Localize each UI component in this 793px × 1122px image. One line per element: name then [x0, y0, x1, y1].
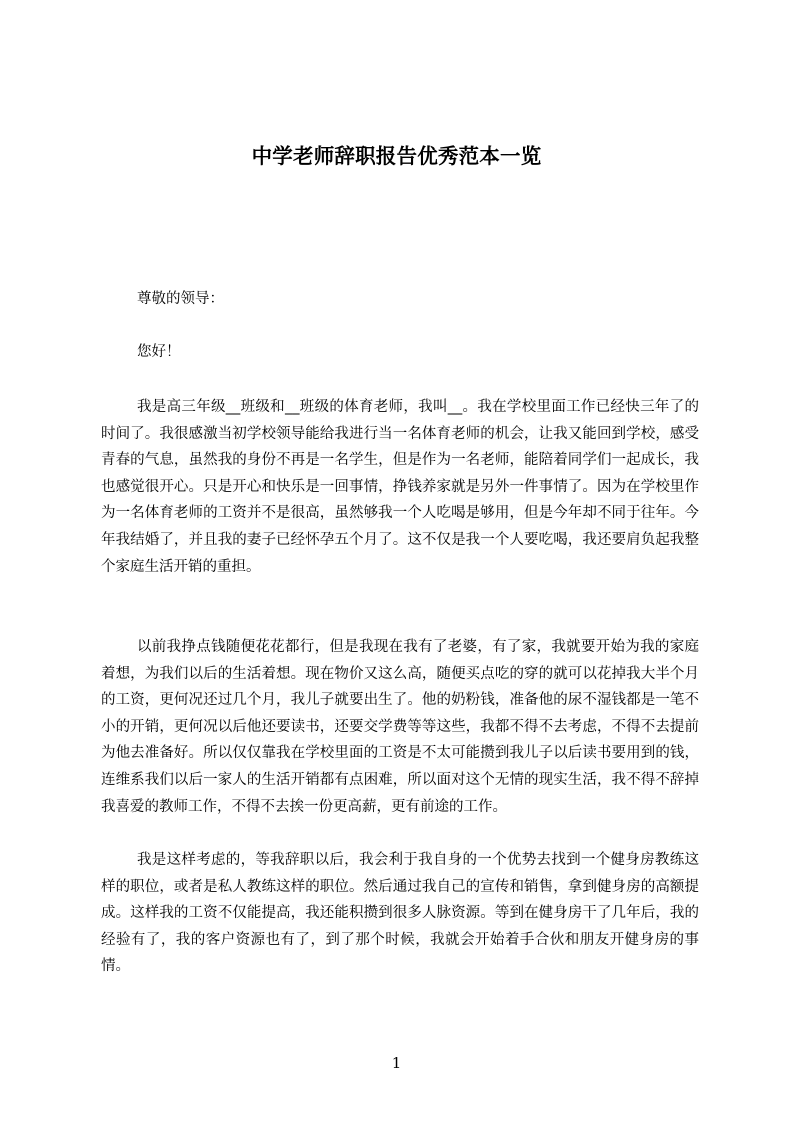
body-paragraph-1: 我是高三年级__班级和__班级的体育老师，我叫__。我在学校里面工作已经快三年了的时间了。我很感激当初学校领导能给我进行当一名体育老师的机会，让我又能回到学校，感受青春的气息，虽然我的身份不再是一名学生，但是作为一名老师，能陪着同学们一起成长，我也感觉很开心。只是开心和快乐是一回事情，挣钱养家就是另外一件事情了。因为在学校里作为一名体育老师的工资并不是很高，虽然够我一个人吃喝是够用，但是今年却不同于往年。今年我结婚了，并且我的妻子已经怀孕五个月了。这不仅是我一个人要吃喝，我还要肩负起我整个家庭生活开销的重担。 [101, 399, 699, 575]
body-paragraph-2: 以前我挣点钱随便花花都行，但是我现在我有了老婆，有了家，我就要开始为我的家庭着想，为我们以后的生活着想。现在物价又这么高，随便买点吃的穿的就可以花掉我大半个月的工资，更何况还过几个月，我儿子就要出生了。他的奶粉钱，准备他的尿不湿钱都是一笔不小的开销，更何况以后他还要读书，还要交学费等等这些，我都不得不去考虑，不得不去提前为他去准备好。所以仅仅靠我在学校里面的工资是不太可能攒到我儿子以后读书要用到的钱，连维系我们以后一家人的生活开销都有点困难，所以面对这个无情的现实生活，我不得不辞掉我喜爱的教师工作，不得不去挨一份更高薪，更有前途的工作。 [101, 639, 699, 815]
document-title: 中学老师辞职报告优秀范本一览 [251, 144, 542, 168]
body-paragraph-3: 我是这样考虑的，等我辞职以后，我会利于我自身的一个优势去找到一个健身房教练这样的职位，或者是私人教练这样的职位。然后通过我自己的宣传和销售，拿到健身房的高额提成。这样我的工资不仅能提高，我还能积攒到很多人脉资源。等到在健身房干了几年后，我的经验有了，我的客户资源也有了，到了那个时候，我就会开始着手合伙和朋友开健身房的事情。 [101, 852, 699, 975]
page-number: 1 [391, 1054, 402, 1072]
salutation: 尊敬的领导： [137, 291, 224, 307]
greeting: 您好！ [137, 344, 181, 360]
